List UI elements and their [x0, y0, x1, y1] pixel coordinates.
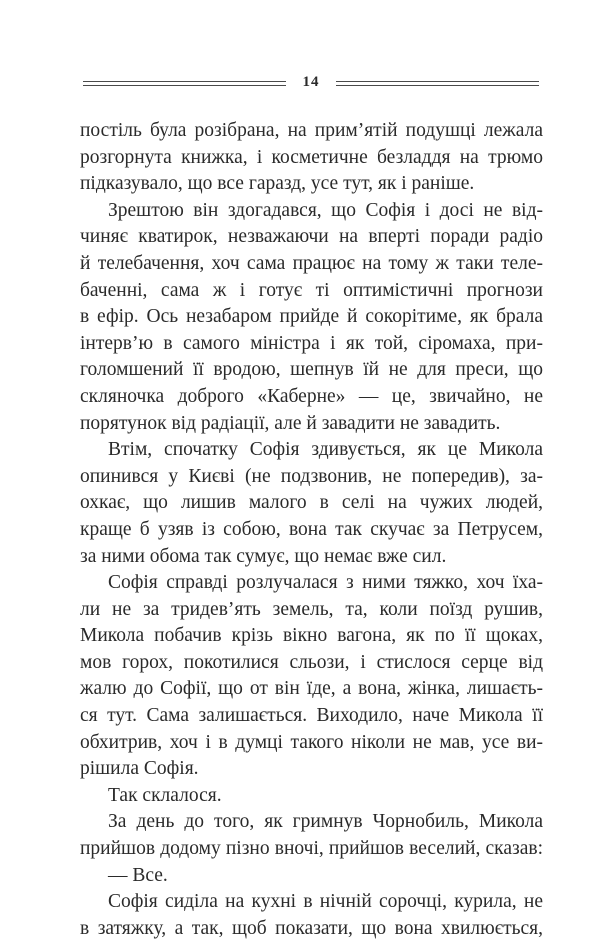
text-line: обхитрив, хоч і в думці такого ніколи не мав, усе ви-	[80, 731, 543, 753]
text-line: жалю до Софії, що от він їде, а вона, жінка, лишаєть-	[80, 678, 543, 700]
text-line: чиняє кватирок, незважаючи на вперті поради радіо	[80, 226, 543, 248]
text-line: й телебачення, хоч сама працює на тому ж таки теле-	[80, 252, 543, 274]
page-number: 14	[302, 74, 320, 90]
text-line: опинився у Києві (не подзвонив, не попередив), за-	[80, 465, 543, 487]
text-line: Микола побачив крізь вікно вагона, як по її щоках,	[80, 625, 543, 647]
text-line: Зрештою він здогадався, що Софія і досі не від-	[108, 199, 543, 221]
text-line: — Все.	[108, 864, 168, 886]
text-line: рішила Софія.	[80, 758, 199, 780]
header-rule-left	[83, 81, 286, 86]
text-line: мов горох, покотилися сльози, і стислося серце від	[80, 651, 543, 673]
text-line: Так склалося.	[108, 784, 222, 806]
text-line: ся тут. Сама залишається. Виходило, наче Микола її	[80, 705, 543, 727]
text-line: Втім, спочатку Софія здивується, як це Микола	[108, 439, 543, 461]
text-line: розгорнута книжка, і косметичне безладдя на трюмо	[80, 146, 543, 168]
text-line: За день до того, як гримнув Чорнобиль, Микола	[108, 811, 543, 833]
text-line: в ефір. Ось незабаром прийде й сокорітиме, як брала	[80, 306, 543, 328]
text-line: інтерв’ю в самого міністра і як той, сіромаха, при-	[80, 332, 543, 354]
text-line: голомшений її вродою, шепнув їй не для преси, що	[80, 359, 543, 381]
text-line: Софія сиділа на кухні в нічній сорочці, курила, не	[108, 891, 543, 913]
text-line: баченні, сама ж і готує ті оптимістичні прогнози	[80, 279, 543, 301]
header-rule-right	[336, 81, 539, 86]
page-header	[80, 74, 543, 93]
text-line: скляночка доброго «Каберне» — це, звичайно, не	[80, 385, 543, 407]
text-line: підказувало, що все гаразд, усе тут, як і раніше.	[80, 173, 475, 195]
text-line: ли не за тридев’ять земель, та, коли поїзд рушив,	[80, 598, 543, 620]
text-line: постіль була розібрана, на прим’ятій подушці лежала	[80, 120, 543, 141]
text-line: за ними обома так сумує, що немає вже сил.	[80, 545, 447, 567]
text-line: прийшов додому пізно вночі, прийшов веселий, сказав:	[80, 838, 543, 860]
text-line: в затяжку, а так, щоб показати, що вона хвилюється,	[80, 917, 543, 939]
text-line: краще б узяв із собою, вона так скучає за Петрусем,	[80, 518, 543, 540]
text-line: порятунок від радіації, але й завадити не завадить.	[80, 412, 501, 434]
text-line: охкає, що лишив малого в селі на чужих людей,	[80, 492, 543, 514]
text-line: Софія справді розлучалася з ними тяжко, хоч їха-	[108, 572, 543, 594]
body-text	[80, 118, 543, 942]
